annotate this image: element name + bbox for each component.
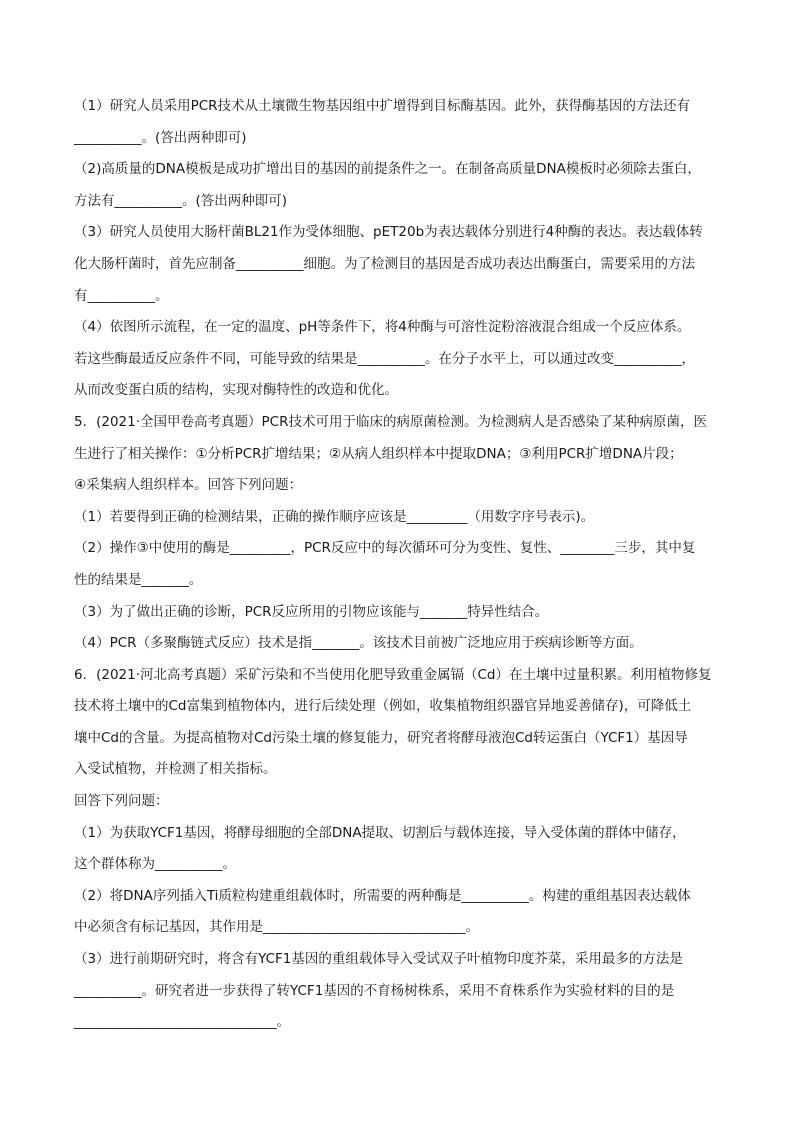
text-line: 有__________。 <box>74 287 169 304</box>
text-line: 入受试植物，并检测了相关指标。 <box>74 761 277 778</box>
text-line: 若这些酶最适反应条件不同，可能导致的结果是__________。在分子水平上，可以通过改变__________， <box>74 350 695 367</box>
text-line: 生进行了相关操作：①分析PCR扩增结果；②从病人组织样本中提取DNA；③利用PCR扩增DNA片段； <box>74 445 683 462</box>
text-line: （1）研究人员采用PCR技术从土壤微生物基因组中扩增得到目标酶基因。此外，获得酶基因的方法还有 <box>74 98 691 114</box>
text-line: ④采集病人组织样本。回答下列问题： <box>74 477 303 494</box>
text-line: （4）依图所示流程，在一定的温度、pH等条件下，将4种酶与可溶性淀粉溶液混合组成一个反应体系。 <box>74 319 691 336</box>
text-line: 技术将土壤中的Cd富集到植物体内，进行后续处理（例如，收集植物组织器官异地妥善储存)，可降低土 <box>74 698 692 715</box>
text-line: 化大肠杆菌时，首先应制备__________细胞。为了检测目的基因是否成功表达出酶蛋白，需要采用的方法 <box>74 255 695 272</box>
text-line: （3）为了做出正确的诊断，PCR反应所用的引物应该能与_______特异性结合。 <box>74 603 549 620</box>
text-line: （3）进行前期研究时，将含有YCF1基因的重组载体导入受试双子叶植物印度芥菜，采用最多的方法是 <box>74 951 683 968</box>
text-line: （1）为获取YCF1基因，将酵母细胞的全部DNA提取、切割后与载体连接，导入受体菌的群体中储存， <box>74 824 686 841</box>
text-line: （4）PCR（多聚酶链式反应）技术是指_______。该技术目前被广泛地应用于疾病诊断等方面。 <box>74 635 643 652</box>
text-line: __________。(答出两种即可) <box>74 129 247 146</box>
text-line: 这个群体称为__________。 <box>74 856 236 873</box>
text-line: （3）研究人员使用大肠杆菌BL21作为受体细胞、pET20b为表达载体分别进行4种酶的表达。表达载体转 <box>74 224 703 241</box>
text-line: 壤中Cd的含量。为提高植物对Cd污染土壤的修复能力，研究者将酵母液泡Cd转运蛋白（YCF1）基因导 <box>74 729 688 746</box>
question-5-heading: 5．(2021·全国甲卷高考真题）PCR技术可用于临床的病原菌检测。为检测病人是否感染了某种病原菌，医 <box>74 413 707 430</box>
text-line: （1）若要得到正确的检测结果，正确的操作顺序应该是_________（用数字序号表示)。 <box>74 508 595 525</box>
text-line: （2）将DNA序列插入Ti质粒构建重组载体时，所需要的两种酶是__________。构建的重组基因表达载体 <box>74 887 691 904</box>
text-line: ______________________________。 <box>74 1014 290 1031</box>
text-line: 方法有__________。(答出两种即可) <box>74 192 288 209</box>
text-line: （2)高质量的DNA模板是成功扩增出目的基因的前提条件之一。在制备高质量DNA模板时必须除去蛋白， <box>74 161 701 178</box>
text-line: __________。研究者进一步获得了转YCF1基因的不育杨树株系，采用不育株系作为实验材料的目的是 <box>74 982 675 999</box>
text-line: 中必须含有标记基因，其作用是______________________________。 <box>74 919 479 936</box>
text-line: 性的结果是_______。 <box>74 571 203 588</box>
text-line: （2）操作③中使用的酶是_________，PCR反应中的每次循环可分为变性、复性、________三步，其中复 <box>74 540 696 557</box>
text-line: 从而改变蛋白质的结构，实现对酶特性的改造和优化。 <box>74 382 398 399</box>
text-line: 回答下列问题： <box>74 793 169 810</box>
question-6-heading: 6．(2021·河北高考真题）采矿污染和不当使用化肥导致重金属镉（Cd）在土壤中过量积累。利用植物修复 <box>74 666 712 683</box>
